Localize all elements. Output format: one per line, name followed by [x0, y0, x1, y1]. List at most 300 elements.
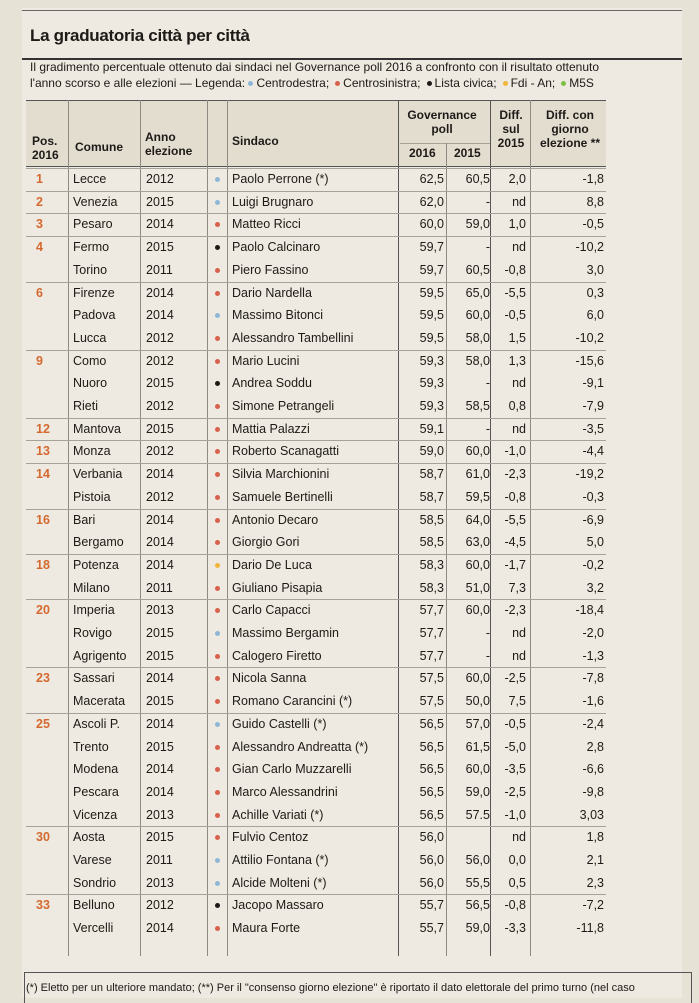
row-diff-elezione: -7,2: [582, 898, 604, 913]
header-diff-sub: sul: [502, 122, 520, 136]
row-anno: 2014: [146, 557, 174, 572]
row-diff-2015: 1,3: [508, 353, 526, 368]
table-row: [26, 872, 606, 895]
row-poll-2016: 56,5: [419, 762, 444, 777]
coalition-dot-icon: [215, 835, 220, 840]
row-diff-elezione: -9,1: [582, 376, 604, 391]
row-comune: Fermo: [73, 240, 110, 255]
row-comune: Bari: [73, 512, 96, 527]
row-poll-2016: 57,7: [419, 603, 444, 618]
coalition-dot-icon: [215, 858, 220, 863]
legend-item: [561, 76, 594, 90]
row-poll-2016: 56,5: [419, 807, 444, 822]
header-dcg-label: Diff. con: [546, 108, 594, 122]
legend-dot-icon: [248, 81, 253, 86]
row-diff-elezione: 0,3: [586, 285, 604, 300]
row-poll-2016: 59,7: [419, 262, 444, 277]
row-anno: 2014: [146, 921, 174, 936]
row-diff-2015: 0,0: [508, 853, 526, 867]
header-dcg-sub: giorno: [551, 122, 589, 136]
header-2016: 2016: [409, 146, 436, 160]
header-pos-year: 2016: [32, 148, 59, 162]
header-governance: [404, 108, 480, 136]
row-sindaco: Luigi Brugnaro: [232, 194, 314, 209]
row-poll-2016: 59,1: [419, 421, 444, 436]
group-separator: [26, 440, 606, 441]
row-anno: 2014: [146, 308, 174, 323]
row-sindaco: Dario De Luca: [232, 557, 312, 572]
row-anno: 2014: [146, 217, 174, 232]
row-anno: 2015: [146, 421, 174, 436]
row-sindaco: Andrea Soddu: [232, 376, 312, 391]
row-diff-2015: -3,3: [504, 921, 526, 936]
row-position: 14: [36, 467, 50, 482]
row-diff-2015: 1,5: [508, 330, 526, 345]
table-row: [26, 554, 606, 577]
row-poll-2015: 60,0: [465, 444, 490, 459]
row-sindaco: Alessandro Tambellini: [232, 330, 354, 345]
row-sindaco: Achille Variati (*): [232, 807, 324, 822]
group-separator: [26, 282, 606, 283]
row-diff-2015: -5,5: [504, 512, 526, 527]
row-poll-2015: 51,0: [465, 580, 490, 595]
row-poll-2015: -: [485, 648, 490, 663]
row-anno: 2014: [146, 285, 174, 300]
legend-prefix: l'anno scorso e alle elezioni — Legenda:: [30, 76, 246, 90]
row-comune: Aosta: [73, 830, 105, 845]
table-row: [26, 736, 606, 759]
coalition-dot-icon: [215, 926, 220, 931]
coalition-dot-icon: [215, 449, 220, 454]
legend-item: [427, 76, 497, 90]
row-position: 16: [36, 512, 50, 527]
row-sindaco: Mario Lucini: [232, 353, 300, 368]
page-title: La graduatoria città per città: [30, 26, 250, 45]
top-rule: [22, 10, 682, 11]
row-diff-elezione: 2,8: [586, 739, 604, 754]
coalition-dot-icon: [215, 518, 220, 523]
row-poll-2015: 61,0: [465, 467, 490, 482]
row-poll-2016: 58,3: [419, 580, 444, 595]
row-comune: Venezia: [73, 194, 118, 209]
row-diff-elezione: -1,3: [582, 648, 604, 663]
group-separator: [26, 826, 606, 827]
row-comune: Vicenza: [73, 807, 118, 822]
row-anno: 2012: [146, 172, 174, 186]
table-row: [26, 577, 606, 600]
row-diff-elezione: -18,4: [575, 603, 604, 618]
header-diff-label: Diff.: [499, 108, 523, 122]
row-diff-elezione: -10,2: [575, 240, 604, 255]
table-row: [26, 599, 606, 622]
row-diff-elezione: -2,0: [582, 626, 604, 640]
table-row: [26, 327, 606, 350]
row-comune: Bergamo: [73, 535, 124, 550]
row-anno: 2015: [146, 694, 174, 709]
row-diff-2015: nd: [512, 830, 526, 845]
table-row: [26, 894, 606, 917]
coalition-dot-icon: [215, 359, 220, 364]
row-comune: Sassari: [73, 671, 115, 686]
row-poll-2015: 59,0: [465, 784, 490, 799]
row-sindaco: Romano Carancini (*): [232, 694, 353, 709]
row-comune: Lucca: [73, 330, 107, 345]
coalition-dot-icon: [215, 427, 220, 432]
row-poll-2016: 59,5: [419, 308, 444, 323]
table-row: [26, 259, 606, 282]
row-sindaco: Massimo Bergamin: [232, 626, 339, 640]
row-anno: 2014: [146, 784, 174, 799]
row-diff-2015: -1,0: [504, 807, 526, 822]
row-poll-2015: 59,0: [465, 217, 490, 232]
row-poll-2015: -: [485, 194, 490, 209]
header-top-line: [26, 100, 606, 101]
group-separator: [26, 509, 606, 510]
row-poll-2015: 56,5: [465, 898, 490, 913]
row-sindaco: Mattia Palazzi: [232, 421, 310, 436]
row-position: 20: [36, 603, 50, 618]
header-anno: [145, 130, 192, 158]
row-poll-2015: 57,0: [465, 716, 490, 731]
row-poll-2016: 57,5: [419, 694, 444, 709]
row-poll-2016: 56,5: [419, 716, 444, 731]
coalition-dot-icon: [215, 767, 220, 772]
row-anno: 2012: [146, 399, 174, 413]
row-anno: 2014: [146, 716, 174, 731]
row-poll-2016: 59,5: [419, 285, 444, 300]
row-position: 9: [36, 353, 43, 368]
row-poll-2015: 58,0: [465, 353, 490, 368]
row-poll-2016: 60,0: [419, 217, 444, 232]
row-anno: 2011: [146, 262, 173, 277]
row-diff-elezione: -7,8: [582, 671, 604, 686]
table-row: [26, 372, 606, 395]
row-sindaco: Silvia Marchionini: [232, 467, 330, 482]
header-comune: Comune: [75, 140, 123, 154]
table-row: [26, 826, 606, 849]
row-poll-2015: 58,5: [465, 399, 490, 413]
coalition-dot-icon: [215, 699, 220, 704]
row-poll-2015: 60,0: [465, 671, 490, 686]
row-comune: Rovigo: [73, 626, 112, 640]
row-comune: Modena: [73, 762, 119, 777]
row-sindaco: Matteo Ricci: [232, 217, 301, 232]
coalition-dot-icon: [215, 790, 220, 795]
coalition-dot-icon: [215, 245, 220, 250]
row-poll-2016: 56,0: [419, 875, 444, 890]
row-poll-2015: -: [485, 626, 490, 640]
table-row: [26, 236, 606, 259]
row-diff-elezione: 3,2: [586, 580, 604, 595]
row-diff-2015: nd: [512, 240, 526, 255]
row-position: 1: [36, 172, 43, 186]
row-sindaco: Carlo Capacci: [232, 603, 311, 618]
legend-label: Centrodestra;: [256, 76, 330, 90]
row-anno: 2015: [146, 240, 174, 255]
legend-dot-icon: [503, 81, 508, 86]
coalition-dot-icon: [215, 472, 220, 477]
table-row: [26, 350, 606, 373]
row-diff-2015: -0,8: [504, 262, 526, 277]
row-position: 13: [36, 444, 50, 459]
row-sindaco: Gian Carlo Muzzarelli: [232, 762, 352, 777]
row-sindaco: Roberto Scanagatti: [232, 444, 340, 459]
row-poll-2016: 56,5: [419, 784, 444, 799]
row-diff-2015: nd: [512, 626, 526, 640]
coalition-dot-icon: [215, 404, 220, 409]
row-poll-2016: 56,5: [419, 739, 444, 754]
row-comune: Padova: [73, 308, 116, 323]
row-diff-2015: nd: [512, 376, 526, 391]
row-diff-elezione: -10,2: [575, 330, 604, 345]
row-anno: 2014: [146, 512, 174, 527]
coalition-dot-icon: [215, 200, 220, 205]
row-poll-2015: -: [485, 376, 490, 391]
table-row: [26, 509, 606, 532]
header-gp-label: Governance: [407, 108, 477, 122]
table-row: [26, 917, 606, 940]
row-diff-elezione: -1,8: [582, 172, 604, 186]
row-anno: 2012: [146, 444, 174, 459]
row-anno: 2013: [146, 875, 174, 890]
row-diff-elezione: -4,4: [582, 444, 604, 459]
header-pos-label: Pos.: [32, 134, 58, 148]
row-diff-elezione: -11,8: [576, 921, 604, 936]
group-separator: [26, 350, 606, 351]
row-poll-2015: 61,5: [465, 739, 490, 754]
coalition-dot-icon: [215, 813, 220, 818]
row-diff-2015: -0,8: [504, 898, 526, 913]
header-diff: [494, 108, 528, 150]
row-anno: 2011: [146, 580, 173, 595]
row-poll-2016: 55,7: [419, 898, 444, 913]
row-anno: 2015: [146, 648, 174, 663]
row-anno: 2012: [146, 330, 174, 345]
row-diff-elezione: -0,2: [582, 557, 604, 572]
row-position: 2: [36, 194, 43, 209]
row-comune: Milano: [73, 580, 110, 595]
group-separator: [26, 236, 606, 237]
row-sindaco: Samuele Bertinelli: [232, 489, 333, 504]
legend-label: Lista civica;: [434, 76, 497, 90]
row-anno: 2015: [146, 194, 174, 209]
row-sindaco: Piero Fassino: [232, 262, 309, 277]
table-row: [26, 531, 606, 554]
row-diff-elezione: 2,1: [586, 853, 604, 867]
header-pos: [32, 134, 59, 162]
row-diff-elezione: -0,3: [582, 489, 604, 504]
row-comune: Pesaro: [73, 217, 113, 232]
row-diff-2015: -2,3: [504, 467, 526, 482]
row-comune: Lecce: [73, 172, 107, 186]
row-poll-2015: 60,5: [465, 172, 490, 186]
header-dcg-sub2: elezione **: [539, 136, 601, 150]
row-position: 3: [36, 217, 43, 232]
row-position: 18: [36, 557, 50, 572]
coalition-dot-icon: [215, 676, 220, 681]
legend-item: [503, 76, 556, 90]
table-row: [26, 486, 606, 509]
table-row: [26, 282, 606, 305]
coalition-dot-icon: [215, 336, 220, 341]
header-sub-line: [400, 143, 490, 144]
row-poll-2016: 59,7: [419, 240, 444, 255]
row-diff-2015: -5,5: [504, 285, 526, 300]
row-diff-2015: 2,0: [508, 172, 526, 186]
row-sindaco: Paolo Perrone (*): [232, 172, 329, 186]
row-poll-2015: 60,0: [465, 308, 490, 323]
table-row: [26, 463, 606, 486]
row-diff-2015: -5,0: [504, 739, 526, 754]
row-poll-2016: 58,5: [419, 535, 444, 550]
table-row: [26, 440, 606, 463]
row-diff-2015: -4,5: [504, 535, 526, 550]
row-position: 23: [36, 671, 50, 686]
row-diff-2015: -2,5: [504, 784, 526, 799]
row-poll-2015: 59,5: [465, 489, 490, 504]
row-comune: Firenze: [73, 285, 115, 300]
row-sindaco: Guido Castelli (*): [232, 716, 327, 731]
row-anno: 2015: [146, 626, 174, 640]
row-poll-2016: 57,7: [419, 626, 444, 640]
legend: [30, 76, 600, 90]
table-row: [26, 191, 606, 214]
header-gp-sub: poll: [431, 122, 453, 136]
row-sindaco: Calogero Firetto: [232, 648, 322, 663]
coalition-dot-icon: [215, 291, 220, 296]
legend-item: [335, 76, 420, 90]
row-diff-elezione: -3,5: [582, 421, 604, 436]
subtitle: Il gradimento percentuale ottenuto dai sindaci nel Governance poll 2016 a confronto con il risultato ottenuto: [30, 60, 600, 74]
group-separator: [26, 191, 606, 192]
coalition-dot-icon: [215, 563, 220, 568]
row-poll-2016: 57,7: [419, 648, 444, 663]
row-poll-2016: 58,5: [419, 512, 444, 527]
row-comune: Torino: [73, 262, 108, 277]
row-sindaco: Marco Alessandrini: [232, 784, 338, 799]
row-diff-elezione: -6,9: [582, 512, 604, 527]
row-poll-2015: 65,0: [465, 285, 490, 300]
coalition-dot-icon: [215, 313, 220, 318]
row-sindaco: Paolo Calcinaro: [232, 240, 321, 255]
row-diff-elezione: -19,2: [575, 467, 604, 482]
row-diff-2015: 0,8: [508, 399, 526, 413]
row-poll-2016: 62,0: [419, 194, 444, 209]
header-bottom-line: [26, 166, 606, 167]
row-sindaco: Simone Petrangeli: [232, 399, 335, 413]
row-diff-2015: -0,5: [504, 716, 526, 731]
row-anno: 2015: [146, 739, 174, 754]
row-comune: Pescara: [73, 784, 119, 799]
table-row: [26, 418, 606, 441]
table-row: [26, 304, 606, 327]
table-row: [26, 645, 606, 668]
group-separator: [26, 894, 606, 895]
row-position: 25: [36, 716, 50, 731]
row-diff-2015: -0,8: [504, 489, 526, 504]
row-comune: Verbania: [73, 467, 123, 482]
header-2015: 2015: [454, 146, 481, 160]
coalition-dot-icon: [215, 177, 220, 182]
table-row: [26, 804, 606, 827]
coalition-dot-icon: [215, 881, 220, 886]
row-diff-elezione: -2,4: [582, 716, 604, 731]
coalition-dot-icon: [215, 540, 220, 545]
coalition-dot-icon: [215, 381, 220, 386]
row-sindaco: Nicola Sanna: [232, 671, 307, 686]
group-separator: [26, 168, 606, 169]
row-diff-elezione: 3,0: [586, 262, 604, 277]
row-anno: 2012: [146, 353, 174, 368]
row-diff-2015: 7,5: [508, 694, 526, 709]
row-diff-elezione: -6,6: [582, 762, 604, 777]
header-anno-sub: elezione: [145, 144, 193, 158]
row-comune: Imperia: [73, 603, 115, 618]
row-comune: Como: [73, 353, 107, 368]
row-sindaco: Giuliano Pisapia: [232, 580, 323, 595]
table-row: [26, 213, 606, 236]
row-sindaco: Fulvio Centoz: [232, 830, 309, 845]
row-diff-elezione: 3,03: [579, 807, 604, 822]
row-diff-2015: -3,5: [504, 762, 526, 777]
legend-dot-icon: [335, 81, 340, 86]
row-comune: Pistoia: [73, 489, 111, 504]
coalition-dot-icon: [215, 631, 220, 636]
row-diff-2015: 1,0: [508, 217, 526, 232]
coalition-dot-icon: [215, 654, 220, 659]
row-diff-elezione: 8,8: [586, 194, 604, 209]
row-poll-2016: 56,0: [419, 853, 444, 867]
row-poll-2015: 60,5: [465, 262, 490, 277]
row-poll-2016: 59,3: [419, 353, 444, 368]
table-row: [26, 849, 606, 872]
row-poll-2015: 57.5: [465, 807, 490, 822]
row-anno: 2012: [146, 489, 174, 504]
row-sindaco: Antonio Decaro: [232, 512, 319, 527]
header-diff-year: 2015: [497, 136, 525, 150]
row-poll-2015: 55,5: [465, 875, 490, 890]
row-poll-2016: 59,5: [419, 330, 444, 345]
group-separator: [26, 667, 606, 668]
row-comune: Sondrio: [73, 875, 117, 890]
legend-item: [248, 76, 329, 90]
row-position: 30: [36, 830, 50, 845]
table-row: [26, 781, 606, 804]
row-diff-elezione: 6,0: [586, 308, 604, 323]
legend-dot-icon: [427, 81, 432, 86]
row-poll-2015: 63,0: [465, 535, 490, 550]
row-sindaco: Giorgio Gori: [232, 535, 300, 550]
row-poll-2016: 59,3: [419, 376, 444, 391]
row-comune: Rieti: [73, 399, 99, 413]
row-diff-elezione: -7,9: [582, 399, 604, 413]
row-poll-2015: -: [485, 421, 490, 436]
table-row: [26, 758, 606, 781]
row-diff-2015: -0,5: [504, 308, 526, 323]
coalition-dot-icon: [215, 268, 220, 273]
row-sindaco: Dario Nardella: [232, 285, 312, 300]
row-diff-2015: nd: [512, 194, 526, 209]
row-diff-2015: -1,0: [504, 444, 526, 459]
row-comune: Macerata: [73, 694, 126, 709]
row-comune: Nuoro: [73, 376, 108, 391]
row-diff-2015: -2,5: [504, 671, 526, 686]
coalition-dot-icon: [215, 586, 220, 591]
row-sindaco: Massimo Bitonci: [232, 308, 323, 323]
coalition-dot-icon: [215, 903, 220, 908]
row-diff-elezione: -15,6: [575, 353, 604, 368]
row-sindaco: Maura Forte: [232, 921, 301, 936]
